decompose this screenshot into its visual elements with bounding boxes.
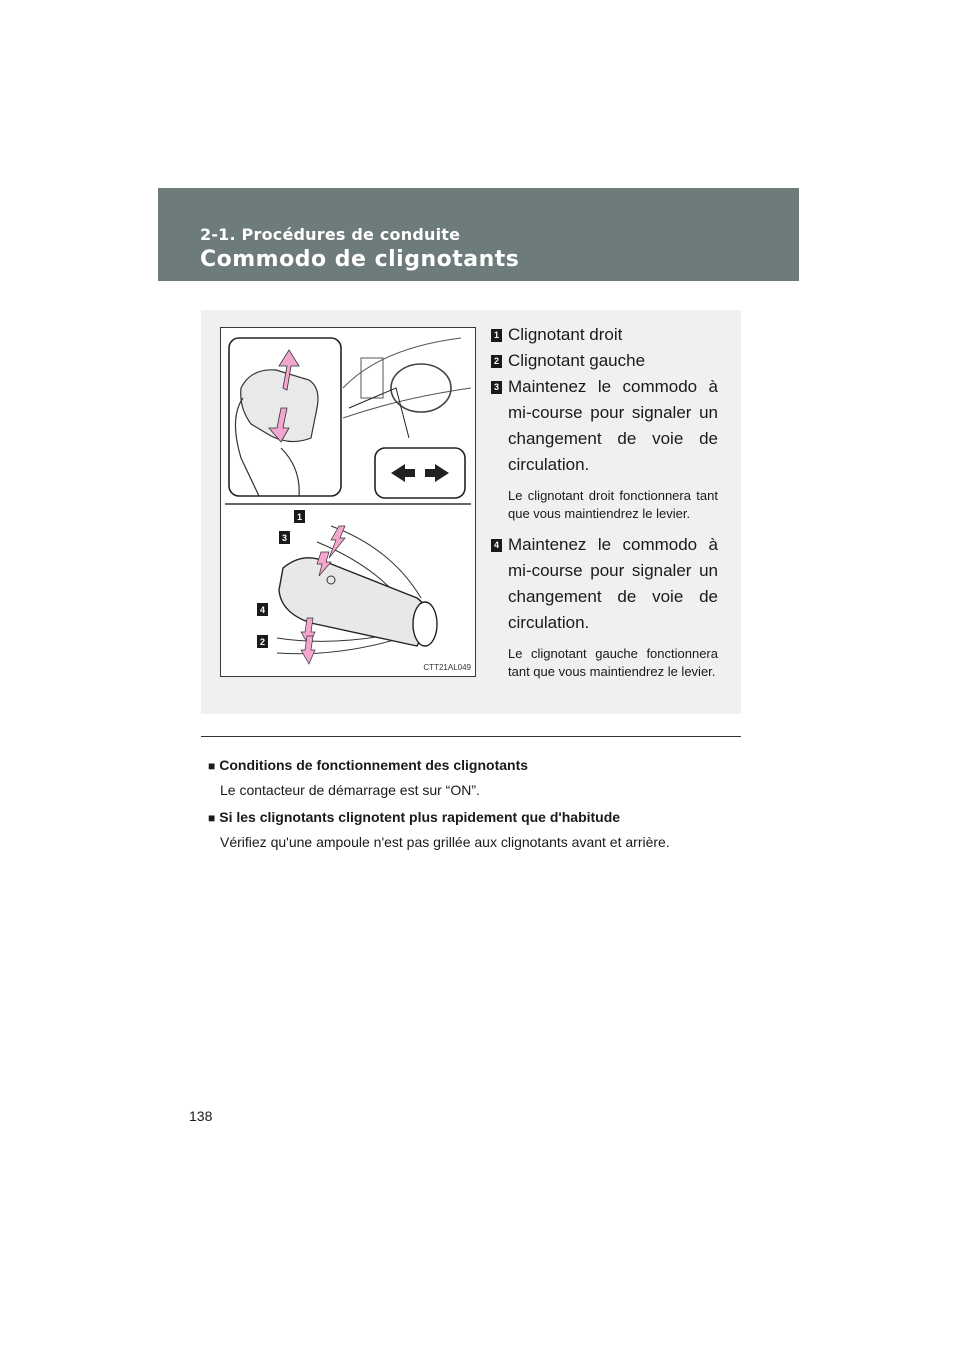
turn-signal-drawing <box>221 328 475 676</box>
note-body: Le contacteur de démarrage est sur “ON”. <box>220 782 480 798</box>
step-number-badge: 2 <box>491 355 502 368</box>
section-label: 2-1. Procédures de conduite <box>200 225 461 244</box>
step-number-badge: 3 <box>491 381 502 394</box>
step-text: Clignotant droit <box>508 325 623 344</box>
step-item <box>491 532 718 681</box>
step-text: Maintenez le commodo à mi-course pour signaler un changement de voie de circulation. <box>508 377 718 474</box>
note-heading-text: Si les clignotants clignotent plus rapidement que d'habitude <box>219 809 621 825</box>
step-number-badge: 1 <box>491 329 502 342</box>
note-heading <box>208 807 748 828</box>
page-title: Commodo de clignotants <box>200 247 520 272</box>
lever-tip <box>413 602 437 646</box>
step-text: Maintenez le commodo à mi-course pour signaler un changement de voie de circulation. <box>508 535 718 632</box>
callout-2-label: 2 <box>259 637 266 647</box>
turn-signal-illustration <box>220 327 476 677</box>
callout-4-label: 4 <box>259 605 266 615</box>
square-bullet-icon: ■ <box>208 759 216 773</box>
step-item <box>491 322 718 348</box>
figure-code: CTT21AL049 <box>423 663 471 672</box>
callout-3-label: 3 <box>281 533 288 543</box>
chapter-header <box>158 188 799 281</box>
callout-1-label: 1 <box>296 512 303 522</box>
section-divider <box>201 736 741 737</box>
step-text: Clignotant gauche <box>508 351 646 370</box>
vent-sketch <box>361 358 383 398</box>
lever-arrow-down-full-icon <box>301 636 315 664</box>
note-body: Vérifiez qu'une ampoule n'est pas grillée aux clignotants avant et arrière. <box>220 834 670 850</box>
lane-change-inset <box>375 448 465 498</box>
step-list <box>491 322 718 690</box>
step-number-badge: 4 <box>491 539 502 552</box>
square-bullet-icon: ■ <box>208 811 216 825</box>
notes-section <box>208 755 748 859</box>
note-heading <box>208 755 748 776</box>
page-number: 138 <box>189 1108 213 1124</box>
step-note: Le clignotant droit fonctionnera tant que vous maintiendrez le levier. <box>508 488 718 521</box>
step-item <box>491 348 718 374</box>
note-heading-text: Conditions de fonctionnement des clignotants <box>219 757 529 773</box>
dashboard-lines <box>343 338 471 418</box>
lever-arrow-up-full-icon <box>329 526 345 558</box>
step-note: Le clignotant gauche fonctionnera tant que vous maintiendrez le levier. <box>508 646 718 679</box>
step-item <box>491 374 718 523</box>
